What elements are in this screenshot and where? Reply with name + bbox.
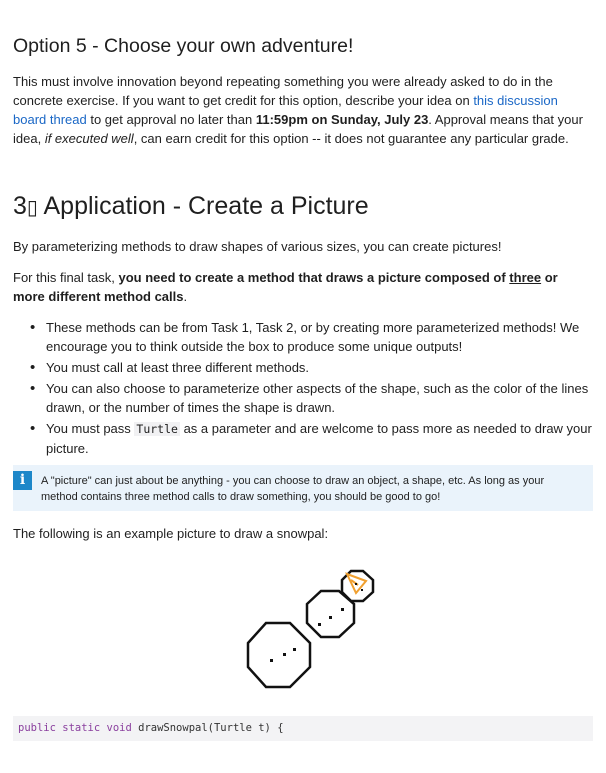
snowpal-bottom-buttons bbox=[270, 648, 296, 662]
snowpal-middle-buttons bbox=[318, 608, 344, 626]
task-text-a: For this final task, bbox=[13, 270, 119, 285]
option5-heading: Option 5 - Choose your own adventure! bbox=[13, 35, 354, 57]
option5-paragraph bbox=[13, 72, 593, 148]
task-paragraph bbox=[13, 268, 593, 306]
requirements-list bbox=[13, 318, 593, 460]
code-block bbox=[13, 716, 593, 741]
info-callout bbox=[13, 465, 593, 511]
option5-emphasis: if executed well bbox=[44, 131, 134, 146]
application-heading bbox=[13, 192, 369, 221]
task-text-c: or more different method calls bbox=[13, 270, 558, 304]
option5-text-d: , can earn credit for this option -- it does not guarantee any particular grade. bbox=[133, 131, 569, 146]
list-item: • You can also choose to parameterize other aspects of the shape, such as the color of the lines drawn, or the number of times the shape is drawn. bbox=[13, 379, 593, 417]
list-item: • You must call at least three different methods. bbox=[13, 358, 593, 377]
code-method-signature: drawSnowpal(Turtle t) { bbox=[131, 722, 284, 734]
snowpal-bottom-octagon bbox=[248, 623, 310, 687]
approval-deadline: 11:59pm on Sunday, July 23 bbox=[255, 112, 429, 127]
option5-text-c: . Approval means that your idea, bbox=[13, 112, 583, 146]
snowpal-illustration bbox=[223, 560, 393, 710]
discussion-board-link[interactable]: this discussion board thread bbox=[13, 93, 558, 127]
list-item: • These methods can be from Task 1, Task 2, or by creating more parameterized methods! We encourage you to think outside the box to produce some unique outputs! bbox=[13, 318, 593, 356]
callout-text: A "picture" can just about be anything - you can choose to draw an object, a shape, etc. As long as your method contains three method calls to draw something, you should be good to go! bbox=[41, 475, 545, 503]
list-item bbox=[13, 419, 593, 458]
application-heading-number: 3 bbox=[13, 192, 27, 220]
option5-text-a: This must involve innovation beyond repeating something you were already asked to do in the concrete exercise. If you want to get credit for this option, describe your idea on bbox=[13, 74, 553, 108]
task-three-underlined: three bbox=[509, 270, 542, 285]
bullet4-text-b: as a parameter and are welcome to pass more as needed to draw your picture. bbox=[46, 421, 592, 456]
code-keywords: public static void bbox=[18, 722, 132, 734]
example-intro: The following is an example picture to draw a snowpal: bbox=[13, 526, 329, 541]
option5-text-b: to get approval no later than bbox=[86, 112, 256, 127]
application-heading-text: Application - Create a Picture bbox=[37, 192, 369, 220]
bullet4-text-a: You must pass bbox=[46, 421, 135, 436]
info-icon: i bbox=[13, 471, 32, 490]
task-text-b: you need to create a method that draws a picture composed of bbox=[118, 270, 510, 285]
missing-glyph-icon: ▯ bbox=[26, 197, 38, 219]
application-intro: By parameterizing methods to draw shapes of various sizes, you can create pictures! bbox=[13, 239, 502, 254]
code-line bbox=[18, 722, 284, 734]
task-text-d: . bbox=[183, 289, 188, 304]
turtle-code: Turtle bbox=[136, 422, 178, 436]
